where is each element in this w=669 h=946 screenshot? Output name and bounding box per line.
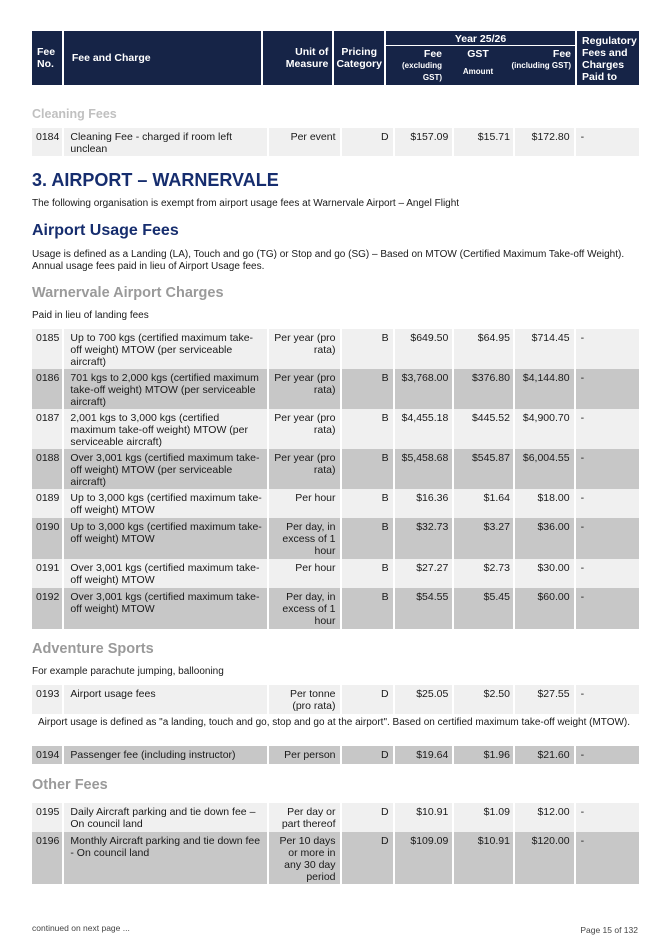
fee-reg: - bbox=[576, 588, 639, 629]
table-row bbox=[32, 489, 639, 518]
section-cleaning-title: Cleaning Fees bbox=[32, 107, 117, 121]
fee-cat: B bbox=[342, 449, 393, 489]
header-fee-inc-label: Fee bbox=[552, 48, 572, 60]
table-row bbox=[32, 369, 639, 409]
fee-desc: 2,001 kgs to 3,000 kgs (certified maximum take-off weight) MTOW (per serviceable aircraft) bbox=[64, 409, 266, 449]
header-fee-sub: (excluding GST) bbox=[402, 61, 443, 82]
adventure-subtitle: For example parachute jumping, ballooning bbox=[32, 666, 224, 677]
fee-gst: $15.71 bbox=[454, 128, 513, 156]
fee-reg: - bbox=[576, 369, 639, 409]
fee-unit: Per year (pro rata) bbox=[269, 329, 340, 369]
fee-gst: $64.95 bbox=[454, 329, 513, 369]
header-unit: Unit of Measure bbox=[263, 31, 332, 85]
fee-no: 0186 bbox=[32, 369, 62, 409]
header-fee-label: Fee bbox=[423, 48, 443, 60]
usage-text: Usage is defined as a Landing (LA), Touch and go (TG) or Stop and go (SG) – Based on MTOW (Certified Maximum Take-off Weight). Annual usage fees paid in lieu of Airport Usage fees. bbox=[32, 249, 625, 272]
fee-inc: $30.00 bbox=[515, 559, 574, 588]
table-row bbox=[32, 832, 639, 884]
fee-ex: $3,768.00 bbox=[395, 369, 453, 409]
fee-gst: $2.73 bbox=[454, 559, 513, 588]
fee-unit: Per event bbox=[269, 128, 340, 156]
fee-unit: Per hour bbox=[269, 489, 340, 518]
table-row bbox=[32, 559, 639, 588]
adventure-note: Airport usage is defined as "a landing, touch and go, stop and go at the airport". Based on certified maximum take-off weight (MTOW). bbox=[38, 717, 631, 728]
header-gst-label: GST bbox=[467, 48, 489, 60]
fee-unit: Per year (pro rata) bbox=[269, 409, 340, 449]
section-usage-heading: Airport Usage Fees bbox=[32, 222, 179, 239]
fee-unit: Per day or part thereof bbox=[269, 803, 340, 832]
table-row bbox=[32, 409, 639, 449]
fee-desc: Passenger fee (including instructor) bbox=[64, 746, 266, 764]
fee-desc: Daily Aircraft parking and tie down fee – On council land bbox=[64, 803, 266, 832]
fee-unit: Per year (pro rata) bbox=[269, 449, 340, 489]
fee-unit: Per hour bbox=[269, 559, 340, 588]
table-row bbox=[32, 803, 639, 832]
fee-inc: $6,004.55 bbox=[515, 449, 574, 489]
section-other-title: Other Fees bbox=[32, 777, 108, 793]
fee-gst: $376.80 bbox=[454, 369, 513, 409]
table-row bbox=[32, 685, 639, 714]
fee-desc: 701 kgs to 2,000 kgs (certified maximum take-off weight) MTOW (per serviceable aircraft) bbox=[64, 369, 266, 409]
fee-desc: Monthly Aircraft parking and tie down fee - On council land bbox=[64, 832, 266, 884]
table-row bbox=[32, 329, 639, 369]
fee-cat: D bbox=[342, 746, 393, 764]
fee-inc: $172.80 bbox=[515, 128, 574, 156]
header-year-group bbox=[386, 31, 575, 85]
fee-no: 0193 bbox=[32, 685, 62, 714]
fee-inc: $4,900.70 bbox=[515, 409, 574, 449]
header-fee-charge: Fee and Charge bbox=[64, 31, 261, 85]
header-fee-inc bbox=[510, 46, 575, 85]
fee-no: 0184 bbox=[32, 128, 62, 156]
table-row bbox=[32, 746, 639, 764]
fee-no: 0189 bbox=[32, 489, 62, 518]
fee-reg: - bbox=[576, 832, 639, 884]
fee-ex: $10.91 bbox=[395, 803, 453, 832]
fee-desc: Cleaning Fee - charged if room left unclean bbox=[64, 128, 266, 156]
fee-unit: Per year (pro rata) bbox=[269, 369, 340, 409]
fee-cat: B bbox=[342, 329, 393, 369]
fee-cat: D bbox=[342, 832, 393, 884]
section-airport-heading: 3. AIRPORT – WARNERVALE bbox=[32, 170, 279, 190]
fee-desc: Up to 3,000 kgs (certified maximum take-off weight) MTOW bbox=[64, 489, 266, 518]
fee-no: 0196 bbox=[32, 832, 62, 884]
fee-inc: $4,144.80 bbox=[515, 369, 574, 409]
fee-inc: $12.00 bbox=[515, 803, 574, 832]
fee-unit: Per tonne (pro rata) bbox=[269, 685, 340, 714]
fee-cat: B bbox=[342, 588, 393, 629]
footer-continued: continued on next page ... bbox=[32, 923, 130, 933]
fee-gst: $545.87 bbox=[454, 449, 513, 489]
fee-reg: - bbox=[576, 329, 639, 369]
table-row bbox=[32, 588, 639, 629]
fee-inc: $18.00 bbox=[515, 489, 574, 518]
fee-gst: $5.45 bbox=[454, 588, 513, 629]
header-fee-inc-sub: (including GST) bbox=[511, 61, 572, 70]
fee-ex: $5,458.68 bbox=[395, 449, 453, 489]
fee-gst: $1.96 bbox=[454, 746, 513, 764]
fee-desc: Over 3,001 kgs (certified maximum take-off weight) MTOW (per serviceable aircraft) bbox=[64, 449, 266, 489]
fee-ex: $649.50 bbox=[395, 329, 453, 369]
table-row bbox=[32, 449, 639, 489]
fee-unit: Per 10 days or more in any 30 day period bbox=[269, 832, 340, 884]
fee-ex: $27.27 bbox=[395, 559, 453, 588]
header-year: Year 25/26 bbox=[386, 31, 575, 46]
fee-unit: Per day, in excess of 1 hour bbox=[269, 518, 340, 559]
fee-gst: $445.52 bbox=[454, 409, 513, 449]
fee-reg: - bbox=[576, 803, 639, 832]
fee-reg: - bbox=[576, 489, 639, 518]
fee-gst: $2.50 bbox=[454, 685, 513, 714]
fee-reg: - bbox=[576, 518, 639, 559]
fee-cat: B bbox=[342, 369, 393, 409]
fee-gst: $1.09 bbox=[454, 803, 513, 832]
fee-inc: $120.00 bbox=[515, 832, 574, 884]
fee-desc: Over 3,001 kgs (certified maximum take-off weight) MTOW bbox=[64, 588, 266, 629]
fee-no: 0190 bbox=[32, 518, 62, 559]
fee-no: 0188 bbox=[32, 449, 62, 489]
fee-unit: Per day, in excess of 1 hour bbox=[269, 588, 340, 629]
header-gst-sub: Amount bbox=[462, 67, 494, 76]
fee-reg: - bbox=[576, 409, 639, 449]
fee-unit: Per person bbox=[269, 746, 340, 764]
header-fee-no: Fee No. bbox=[32, 31, 62, 85]
section-adventure-title: Adventure Sports bbox=[32, 641, 154, 657]
fee-reg: - bbox=[576, 128, 639, 156]
fee-gst: $1.64 bbox=[454, 489, 513, 518]
fee-cat: B bbox=[342, 409, 393, 449]
footer-page-number: Page 15 of 132 bbox=[580, 925, 638, 935]
fee-cat: D bbox=[342, 803, 393, 832]
fee-gst: $10.91 bbox=[454, 832, 513, 884]
warnervale-subtitle: Paid in lieu of landing fees bbox=[32, 310, 149, 321]
fee-ex: $109.09 bbox=[395, 832, 453, 884]
fee-cat: B bbox=[342, 489, 393, 518]
fee-cat: B bbox=[342, 518, 393, 559]
fee-desc: Airport usage fees bbox=[64, 685, 266, 714]
fee-no: 0185 bbox=[32, 329, 62, 369]
fee-desc: Up to 3,000 kgs (certified maximum take-off weight) MTOW bbox=[64, 518, 266, 559]
fee-no: 0194 bbox=[32, 746, 62, 764]
fee-desc: Up to 700 kgs (certified maximum take-off weight) MTOW (per serviceable aircraft) bbox=[64, 329, 266, 369]
fee-ex: $19.64 bbox=[395, 746, 453, 764]
fee-no: 0195 bbox=[32, 803, 62, 832]
table-row bbox=[32, 518, 639, 559]
header-regulatory: Regulatory Fees and Charges Paid to bbox=[577, 31, 639, 85]
fee-cat: D bbox=[342, 128, 393, 156]
table-row bbox=[32, 128, 639, 156]
fee-ex: $25.05 bbox=[395, 685, 453, 714]
table-header bbox=[32, 31, 639, 85]
fee-gst: $3.27 bbox=[454, 518, 513, 559]
fee-cat: B bbox=[342, 559, 393, 588]
fee-reg: - bbox=[576, 559, 639, 588]
fee-inc: $714.45 bbox=[515, 329, 574, 369]
fee-no: 0187 bbox=[32, 409, 62, 449]
fee-inc: $36.00 bbox=[515, 518, 574, 559]
fee-inc: $27.55 bbox=[515, 685, 574, 714]
airport-intro: The following organisation is exempt from airport usage fees at Warnervale Airport – Angel Flight bbox=[32, 198, 460, 209]
fee-reg: - bbox=[576, 685, 639, 714]
header-fee-ex bbox=[386, 46, 446, 85]
header-gst bbox=[446, 46, 510, 85]
fee-inc: $21.60 bbox=[515, 746, 574, 764]
fee-ex: $4,455.18 bbox=[395, 409, 453, 449]
fee-ex: $32.73 bbox=[395, 518, 453, 559]
fee-ex: $54.55 bbox=[395, 588, 453, 629]
header-pricing: Pricing Category bbox=[334, 31, 384, 85]
fee-cat: D bbox=[342, 685, 393, 714]
fee-desc: Over 3,001 kgs (certified maximum take-off weight) MTOW bbox=[64, 559, 266, 588]
fee-no: 0191 bbox=[32, 559, 62, 588]
fee-reg: - bbox=[576, 746, 639, 764]
fee-ex: $157.09 bbox=[395, 128, 453, 156]
section-warnervale-title: Warnervale Airport Charges bbox=[32, 285, 224, 301]
fee-inc: $60.00 bbox=[515, 588, 574, 629]
fee-no: 0192 bbox=[32, 588, 62, 629]
fee-ex: $16.36 bbox=[395, 489, 453, 518]
fee-reg: - bbox=[576, 449, 639, 489]
